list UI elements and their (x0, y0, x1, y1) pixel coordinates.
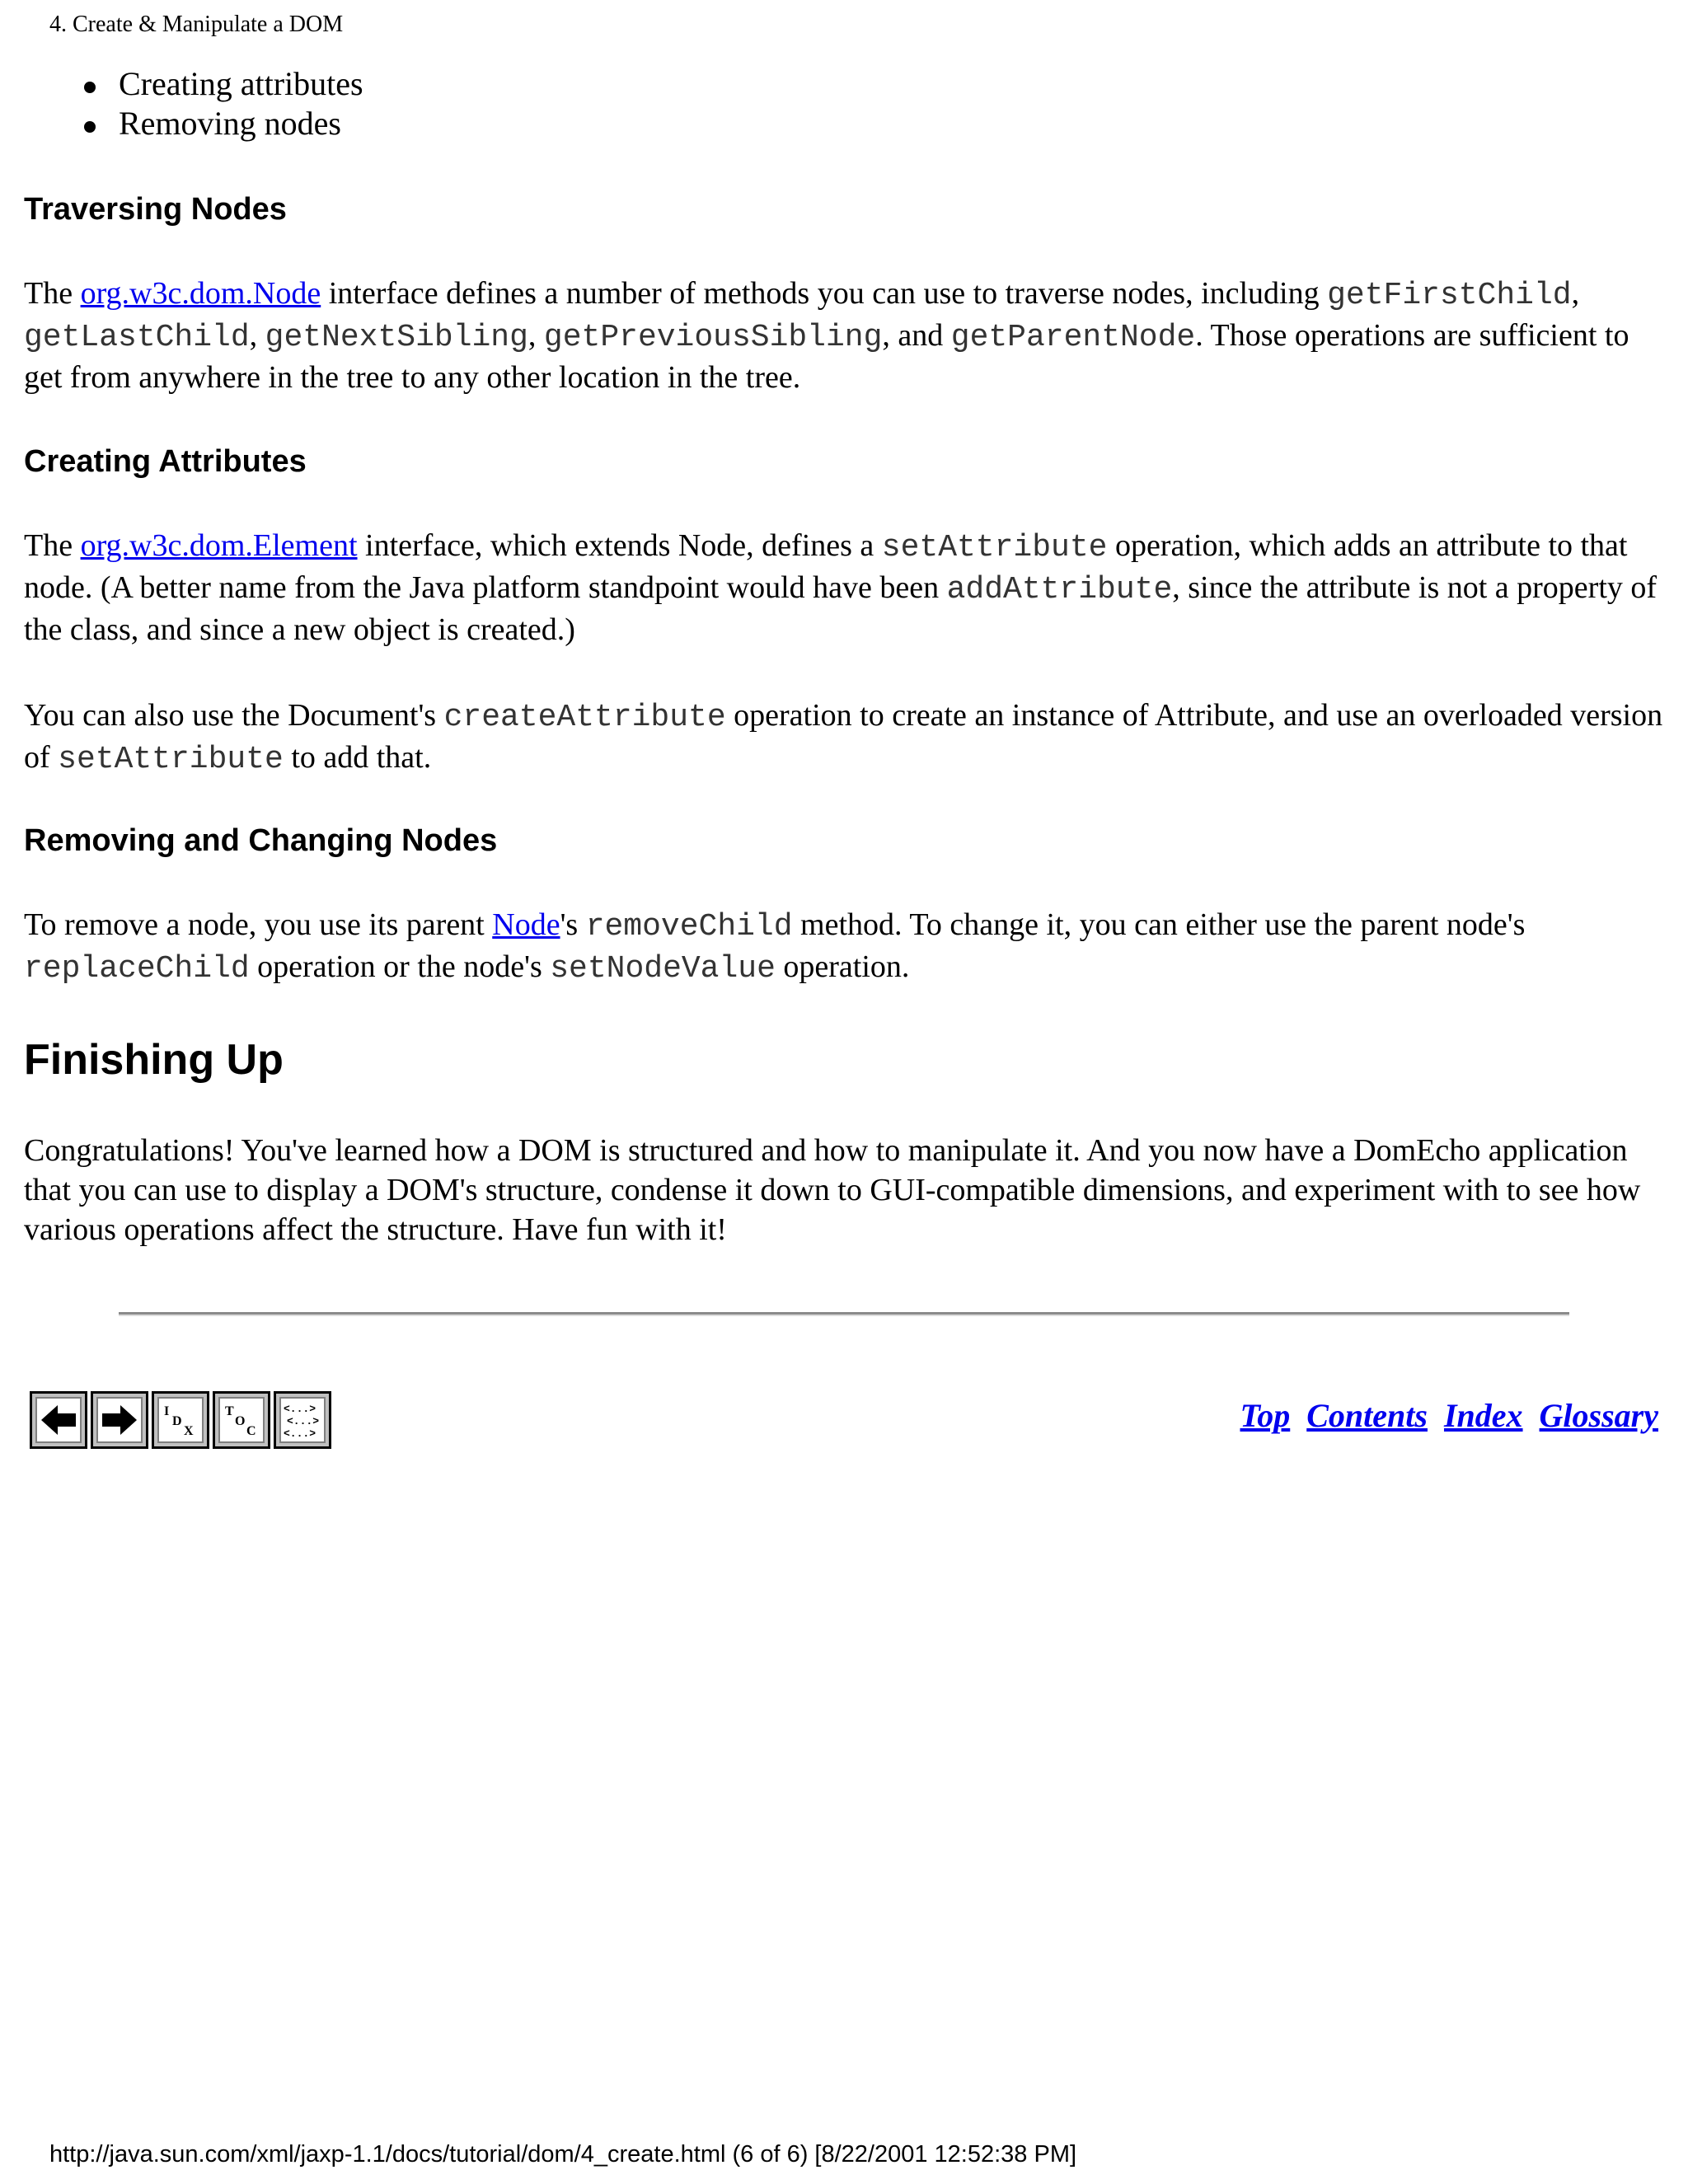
code-getlastchild: getLastChild (24, 320, 250, 355)
node-link[interactable]: Node (492, 907, 560, 942)
forward-button[interactable] (91, 1391, 148, 1449)
svg-text:T: T (225, 1404, 234, 1418)
creating-attributes-paragraph-2: You can also use the Document's createAttribute operation to create an instance of Attribute, and use an overloaded version of setAttribute to add that. (24, 698, 1663, 777)
svg-text:D: D (172, 1414, 182, 1428)
svg-text:O: O (235, 1414, 246, 1428)
bullet-list (0, 64, 363, 143)
page-url-footer: http://java.sun.com/xml/jaxp-1.1/docs/tutorial/dom/4_create.html (6 of 6) [8/22/2001 12:52:38 PM] (49, 2141, 1077, 2168)
creating-attributes-paragraph-1: The org.w3c.dom.Element interface, which extends Node, defines a setAttribute operation, which adds an attribute to that node. (A better name from the Java platform standpoint would have been addAttribute, since the attribute is not a property of the class, and since a new object is created.) (24, 528, 1658, 647)
horizontal-rule (119, 1312, 1569, 1316)
code-getparentnode: getParentNode (950, 320, 1196, 355)
svg-text:X: X (184, 1424, 194, 1438)
code-getnextsibling: getNextSibling (265, 320, 528, 355)
code-getprevioussibling: getPreviousSibling (543, 320, 883, 355)
index-button[interactable] (152, 1391, 209, 1449)
removing-nodes-paragraph: To remove a node, you use its parent Node's removeChild method. To change it, you can either use the parent node's replaceChild operation or the node's setNodeValue operation. (24, 907, 1526, 987)
svg-text:<...>: <...> (287, 1415, 320, 1427)
list-item: Creating attributes (0, 64, 363, 104)
removing-nodes-heading: Removing and Changing Nodes (24, 823, 498, 858)
index-link[interactable]: Index (1443, 1397, 1523, 1434)
index-icon (157, 1397, 204, 1443)
code-setattribute: setAttribute (58, 742, 284, 777)
toc-button[interactable] (213, 1391, 270, 1449)
traversing-nodes-heading: Traversing Nodes (24, 192, 287, 227)
svg-text:C: C (246, 1424, 256, 1438)
svg-text:<...>: <...> (284, 1403, 316, 1415)
code-removechild: removeChild (585, 909, 793, 944)
finishing-up-paragraph: Congratulations! You've learned how a DOM is structured and how to manipulate it. And you now have a DomEcho application that you can use to display a DOM's structure, condense it down to GUI-compatible dimensions, and experiment with to see how various operations affect the structure. Have fun with it! (24, 1133, 1641, 1247)
page-header-label: 4. Create & Manipulate a DOM (49, 12, 344, 37)
svg-text:<...>: <...> (284, 1427, 316, 1440)
contents-link[interactable]: Contents (1306, 1397, 1428, 1434)
code-addattribute: addAttribute (946, 572, 1173, 607)
svg-text:I: I (164, 1404, 170, 1418)
org-w3c-dom-element-link[interactable]: org.w3c.dom.Element (80, 528, 358, 563)
org-w3c-dom-node-link[interactable]: org.w3c.dom.Node (80, 276, 321, 311)
code-icon (279, 1397, 326, 1443)
list-item: Removing nodes (0, 104, 363, 143)
glossary-link[interactable]: Glossary (1539, 1397, 1658, 1434)
toc-icon (218, 1397, 265, 1443)
finishing-up-heading: Finishing Up (24, 1036, 284, 1084)
code-button[interactable] (274, 1391, 331, 1449)
traversing-nodes-paragraph: The org.w3c.dom.Node interface defines a number of methods you can use to traverse nodes, including getFirstChild, getLastChild, getNextSibling, getPreviousSibling, and getParentNode. Those operations are sufficient to get from anywhere in the tree to any other location in the tree. (24, 276, 1629, 395)
code-setattribute: setAttribute (881, 530, 1108, 565)
top-link[interactable]: Top (1240, 1397, 1291, 1434)
footer-links (1231, 1396, 1658, 1436)
creating-attributes-heading: Creating Attributes (24, 444, 307, 479)
code-setnodevalue: setNodeValue (550, 951, 776, 987)
forward-arrow-icon (96, 1397, 143, 1443)
back-button[interactable] (30, 1391, 87, 1449)
code-createattribute: createAttribute (443, 700, 726, 735)
back-arrow-icon (35, 1397, 82, 1443)
code-getfirstchild: getFirstChild (1327, 278, 1572, 313)
code-replacechild: replaceChild (24, 951, 250, 987)
nav-icon-bar (30, 1391, 335, 1454)
